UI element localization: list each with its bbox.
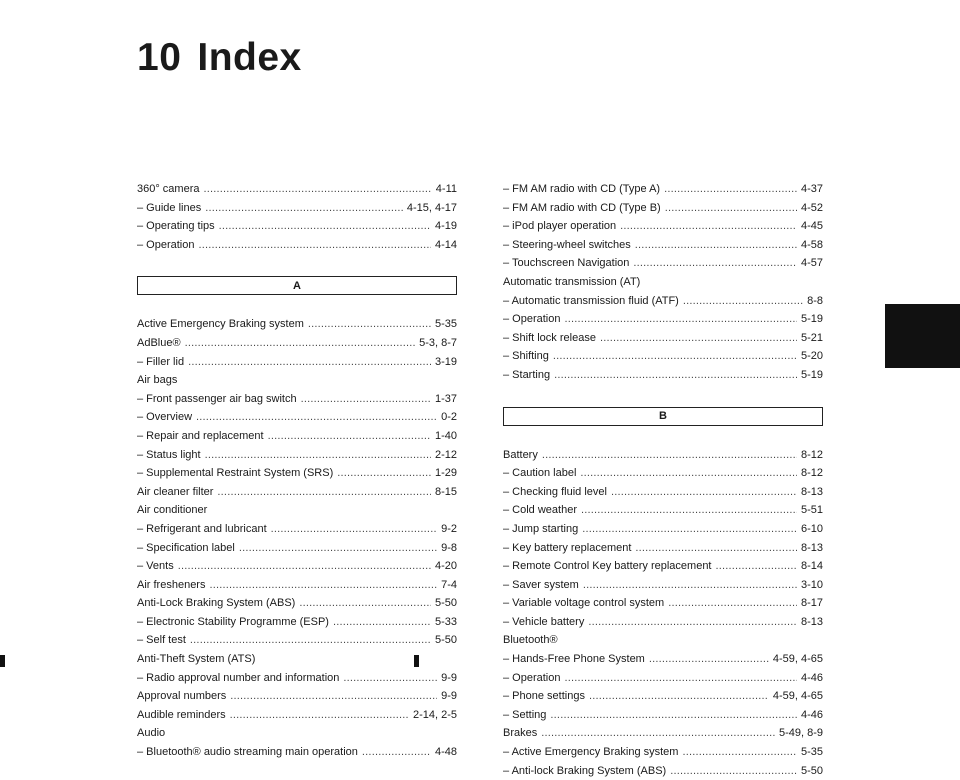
index-heading — [137, 501, 457, 520]
index-entry — [503, 347, 823, 366]
entry-page: 4-57 — [800, 257, 823, 270]
entry-page: 8-13 — [800, 541, 823, 554]
entry-page: 5-49, 8-9 — [778, 727, 823, 740]
dot-leader — [668, 594, 797, 613]
entry-page: 7-4 — [441, 578, 457, 591]
index-entry — [137, 613, 457, 632]
dot-leader — [682, 743, 797, 762]
dot-leader — [611, 483, 797, 502]
index-entry — [503, 613, 823, 632]
dot-leader — [635, 539, 797, 558]
entry-label: – Hands-Free Phone System — [503, 653, 645, 666]
index-entry — [503, 539, 823, 558]
dot-leader — [600, 329, 797, 348]
entry-page: 8-13 — [800, 615, 823, 628]
dot-leader — [542, 446, 797, 465]
index-entry — [503, 483, 823, 502]
index-entry — [137, 353, 457, 372]
entry-page: 1-40 — [434, 429, 457, 442]
entry-page: 4-59, 4-65 — [772, 653, 823, 666]
index-entry — [503, 310, 823, 329]
entry-label: – Repair and replacement — [137, 429, 264, 442]
entry-page: 4-19 — [434, 220, 457, 233]
index-entry — [503, 236, 823, 255]
dot-leader — [649, 650, 769, 669]
entry-label: Air bags — [137, 374, 178, 387]
index-entry — [503, 464, 823, 483]
entry-label: Air cleaner filter — [137, 485, 214, 498]
index-entry — [503, 329, 823, 348]
entry-label: Audio — [137, 727, 166, 740]
dot-leader — [271, 520, 437, 539]
index-entry — [137, 706, 457, 725]
index-entry — [503, 292, 823, 311]
index-entry — [137, 743, 457, 762]
index-entry — [137, 557, 457, 576]
entry-label: Brakes — [503, 727, 538, 740]
entry-page: 5-35 — [434, 318, 457, 331]
entry-label: – Operation — [503, 313, 561, 326]
dot-leader — [620, 217, 797, 236]
entry-page: 4-48 — [434, 746, 457, 759]
entry-label: – Vents — [137, 560, 174, 573]
dot-leader — [268, 427, 431, 446]
entry-label: – Radio approval number and information — [137, 671, 340, 684]
entry-label: Anti-Theft System (ATS) — [137, 653, 256, 666]
entry-page: 5-50 — [434, 597, 457, 610]
entry-label: – Operation — [137, 238, 195, 251]
dot-leader — [362, 743, 431, 762]
entry-label: – Jump starting — [503, 522, 579, 535]
index-entry — [503, 180, 823, 199]
index-entry — [137, 334, 457, 353]
index-entry — [137, 520, 457, 539]
index-entry — [137, 180, 457, 199]
dot-leader — [230, 687, 437, 706]
index-entry — [137, 408, 457, 427]
index-entry — [503, 199, 823, 218]
dot-leader — [188, 353, 431, 372]
entry-label: Active Emergency Braking system — [137, 318, 304, 331]
dot-leader — [664, 180, 797, 199]
letter-header-a: A — [137, 276, 457, 295]
index-entry — [503, 687, 823, 706]
index-entry — [503, 446, 823, 465]
entry-label: – Shifting — [503, 350, 549, 363]
index-entry — [503, 576, 823, 595]
dot-leader — [580, 464, 797, 483]
dot-leader — [230, 706, 409, 725]
chapter-title — [137, 38, 302, 77]
dot-leader — [299, 594, 431, 613]
entry-label: Anti-Lock Braking System (ABS) — [137, 597, 296, 610]
dot-leader — [217, 483, 431, 502]
letter-header-b: B — [503, 407, 823, 426]
index-entry — [503, 594, 823, 613]
chapter-number: 10 — [137, 36, 182, 79]
entry-page: 5-50 — [800, 764, 823, 777]
entry-label: 360° camera — [137, 183, 200, 195]
index-entry — [503, 217, 823, 236]
entry-page: 4-59, 4-65 — [772, 690, 823, 703]
dot-leader — [185, 334, 416, 353]
index-entry — [137, 315, 457, 334]
entry-page: 4-46 — [800, 671, 823, 684]
dot-leader — [205, 199, 403, 218]
entry-page: 2-14, 2-5 — [412, 708, 457, 721]
dot-leader — [633, 254, 797, 273]
index-entry — [137, 427, 457, 446]
dot-leader — [219, 217, 431, 236]
entry-page: 8-17 — [800, 597, 823, 610]
dot-leader — [541, 724, 775, 743]
dot-leader — [333, 613, 431, 632]
index-heading — [503, 631, 823, 650]
entry-page: 9-9 — [441, 690, 457, 703]
entry-page: 4-14 — [434, 238, 457, 251]
index-entry — [137, 687, 457, 706]
entry-page: 9-9 — [441, 671, 457, 684]
entry-label: – Electronic Stability Programme (ESP) — [137, 615, 329, 628]
index-entry — [503, 557, 823, 576]
entry-label: – Automatic transmission fluid (ATF) — [503, 294, 679, 307]
index-entry — [137, 594, 457, 613]
dot-leader — [301, 390, 431, 409]
dot-leader — [564, 310, 796, 329]
entry-page: 1-29 — [434, 467, 457, 480]
entry-label: AdBlue® — [137, 336, 181, 349]
entry-label: – Saver system — [503, 578, 579, 591]
index-entry — [137, 631, 457, 650]
dot-leader — [190, 631, 431, 650]
entry-page: 4-15, 4-17 — [406, 201, 457, 214]
index-entry — [137, 576, 457, 595]
entry-page: 9-8 — [441, 541, 457, 554]
entry-page: 4-20 — [434, 560, 457, 573]
entry-label: – Front passenger air bag switch — [137, 392, 297, 405]
entry-page: 2-12 — [434, 448, 457, 461]
entry-page: 4-45 — [800, 220, 823, 233]
entry-label: – Refrigerant and lubricant — [137, 522, 267, 535]
dot-leader — [683, 292, 803, 311]
crop-mark-left — [0, 655, 5, 667]
entry-page: 9-2 — [441, 522, 457, 535]
index-heading — [503, 273, 823, 292]
dot-leader — [564, 669, 796, 688]
chapter-thumb-tab — [885, 304, 960, 368]
index-entry — [137, 199, 457, 218]
entry-page: 3-10 — [800, 578, 823, 591]
index-entry — [503, 254, 823, 273]
entry-page: 8-13 — [800, 485, 823, 498]
entry-label: – Supplemental Restraint System (SRS) — [137, 467, 334, 480]
entry-page: 4-52 — [800, 201, 823, 214]
dot-leader — [550, 706, 797, 725]
entry-page: 6-10 — [800, 522, 823, 535]
dot-leader — [209, 576, 437, 595]
entry-page: 8-14 — [800, 560, 823, 573]
entry-label: – iPod player operation — [503, 220, 617, 233]
entry-page: 4-11 — [435, 183, 457, 195]
entry-label: – Cold weather — [503, 504, 577, 517]
index-heading — [137, 724, 457, 743]
index-entry — [503, 706, 823, 725]
index-entry — [137, 446, 457, 465]
entry-page: 5-19 — [800, 313, 823, 326]
entry-label: – Operating tips — [137, 220, 215, 233]
entry-page: 3-19 — [434, 355, 457, 368]
crop-mark-center — [414, 655, 419, 667]
entry-page: 8-12 — [800, 448, 823, 461]
entry-label: Approval numbers — [137, 690, 227, 703]
index-column-right — [503, 180, 823, 780]
entry-label: – Guide lines — [137, 201, 202, 214]
index-entry — [503, 724, 823, 743]
entry-label: – Starting — [503, 368, 551, 381]
entry-label: – Operation — [503, 671, 561, 684]
index-heading — [137, 650, 457, 669]
dot-leader — [582, 520, 797, 539]
entry-page: 0-2 — [441, 411, 457, 424]
entry-label: – Filler lid — [137, 355, 185, 368]
entry-page: 5-3, 8-7 — [419, 336, 457, 349]
entry-page: 8-15 — [434, 485, 457, 498]
entry-page: 5-50 — [434, 634, 457, 647]
index-entry — [137, 464, 457, 483]
entry-page: 4-37 — [800, 183, 823, 195]
dot-leader — [308, 315, 431, 334]
entry-label: – Anti-lock Braking System (ABS) — [503, 764, 667, 777]
entry-label: – Shift lock release — [503, 331, 596, 344]
entry-label: Bluetooth® — [503, 634, 558, 647]
index-entry — [137, 390, 457, 409]
entry-page: 1-37 — [434, 392, 457, 405]
entry-label: Battery — [503, 448, 538, 461]
entry-label: – Setting — [503, 708, 547, 721]
entry-label: – FM AM radio with CD (Type A) — [503, 183, 661, 195]
entry-label: Audible reminders — [137, 708, 226, 721]
dot-leader — [554, 366, 797, 385]
index-entry — [503, 669, 823, 688]
entry-page: 5-35 — [800, 746, 823, 759]
entry-page: 5-19 — [800, 368, 823, 381]
entry-label: – Variable voltage control system — [503, 597, 665, 610]
index-entry — [137, 217, 457, 236]
entry-label: – Key battery replacement — [503, 541, 632, 554]
index-entry — [503, 366, 823, 385]
entry-label: – FM AM radio with CD (Type B) — [503, 201, 661, 214]
dot-leader — [589, 687, 769, 706]
entry-label: – Specification label — [137, 541, 235, 554]
entry-page: 8-12 — [800, 467, 823, 480]
entry-label: – Overview — [137, 411, 193, 424]
entry-label: Air fresheners — [137, 578, 206, 591]
chapter-name: Index — [197, 36, 302, 79]
entry-page: 5-51 — [800, 504, 823, 517]
dot-leader — [198, 236, 430, 255]
entry-label: – Status light — [137, 448, 201, 461]
entry-label: – Remote Control Key battery replacement — [503, 560, 712, 573]
dot-leader — [670, 762, 797, 780]
index-entry — [137, 483, 457, 502]
entry-page: 8-8 — [807, 294, 823, 307]
index-entry — [503, 743, 823, 762]
index-entry — [503, 501, 823, 520]
entry-page: 5-33 — [434, 615, 457, 628]
dot-leader — [665, 199, 797, 218]
dot-leader — [337, 464, 431, 483]
index-entry — [137, 539, 457, 558]
entry-label: – Bluetooth® audio streaming main operation — [137, 746, 358, 759]
index-entry — [503, 650, 823, 669]
entry-label: – Caution label — [503, 467, 577, 480]
entry-label: – Active Emergency Braking system — [503, 746, 679, 759]
entry-label: Air conditioner — [137, 504, 208, 517]
dot-leader — [553, 347, 797, 366]
entry-label: Automatic transmission (AT) — [503, 275, 641, 288]
dot-leader — [583, 576, 797, 595]
index-entry — [137, 669, 457, 688]
dot-leader — [196, 408, 437, 427]
entry-label: – Phone settings — [503, 690, 585, 703]
dot-leader — [239, 539, 437, 558]
dot-leader — [178, 557, 431, 576]
entry-label: – Steering-wheel switches — [503, 238, 631, 251]
entry-label: – Vehicle battery — [503, 615, 585, 628]
dot-leader — [635, 236, 797, 255]
entry-page: 4-46 — [800, 708, 823, 721]
entry-page: 5-20 — [800, 350, 823, 363]
index-column-left — [137, 180, 457, 762]
dot-leader — [716, 557, 797, 576]
entry-label: – Self test — [137, 634, 186, 647]
dot-leader — [581, 501, 797, 520]
entry-page: 5-21 — [800, 331, 823, 344]
index-entry — [503, 520, 823, 539]
index-heading — [137, 371, 457, 390]
entry-label: – Checking fluid level — [503, 485, 607, 498]
index-entry — [137, 236, 457, 255]
entry-page: 4-58 — [800, 238, 823, 251]
entry-label: – Touchscreen Navigation — [503, 257, 630, 270]
dot-leader — [204, 180, 432, 199]
index-entry — [503, 762, 823, 780]
dot-leader — [205, 446, 431, 465]
dot-leader — [343, 669, 437, 688]
dot-leader — [588, 613, 797, 632]
